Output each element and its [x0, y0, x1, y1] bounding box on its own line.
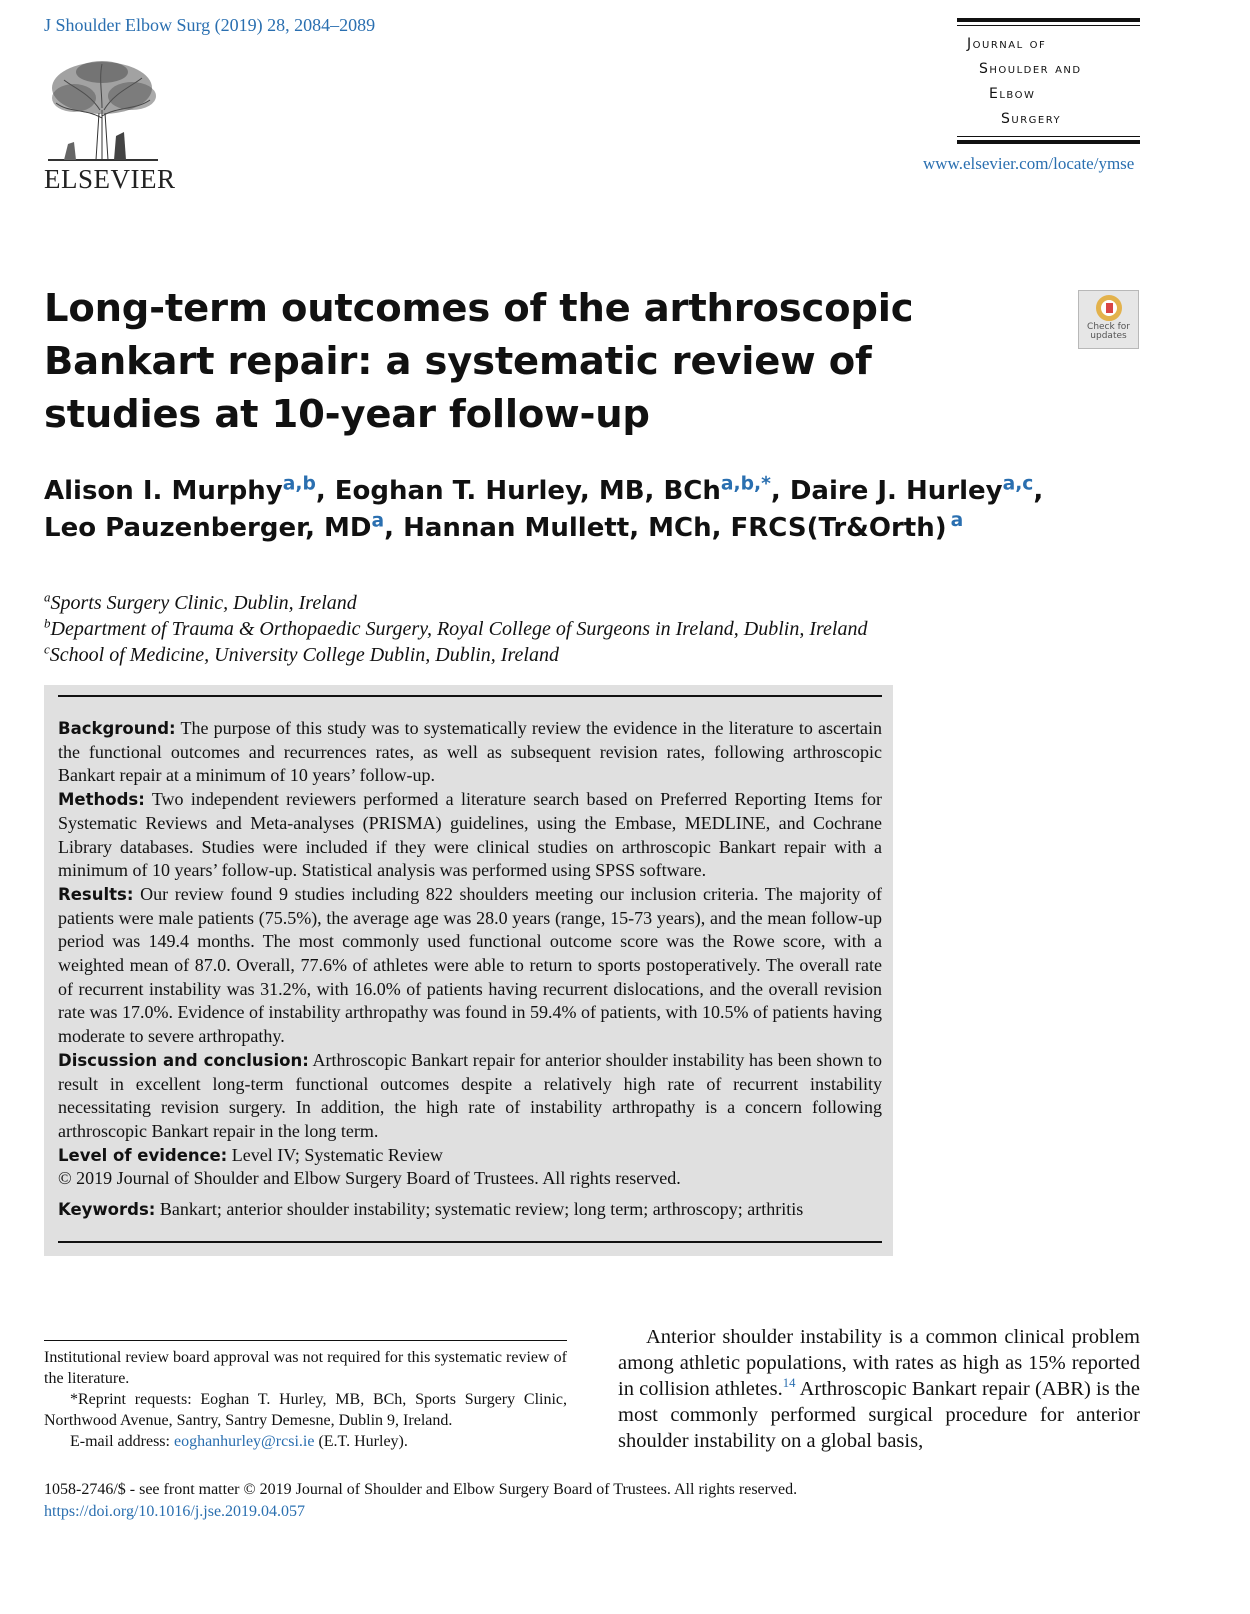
- author-name: Eoghan T. Hurley, MB, BCh: [334, 476, 721, 506]
- affiliation-item: [44, 642, 867, 668]
- section-label: Background:: [58, 719, 176, 738]
- body-text: Arthroscopic Bankart repair (ABR) is the most commonly performed surgical procedure for anterior shoulder instability on a global basis,: [618, 1378, 1140, 1452]
- check-for-updates-badge[interactable]: [1078, 290, 1139, 349]
- keywords-text: Bankart; anterior shoulder instability; systematic review; long term; arthroscopy; arthritis: [159, 1199, 804, 1219]
- email-note: [44, 1431, 567, 1452]
- journal-name-line: Surgery: [1001, 111, 1062, 127]
- abstract-methods: [58, 788, 882, 883]
- abstract-copyright: © 2019 Journal of Shoulder and Elbow Surgery Board of Trustees. All rights reserved.: [58, 1168, 681, 1189]
- keywords: [58, 1199, 882, 1220]
- footnotes: [44, 1347, 567, 1452]
- journal-name-line: Journal of: [967, 36, 1047, 52]
- author-separator: ,: [770, 476, 790, 506]
- footnote-divider: [44, 1340, 567, 1341]
- body-text-column: [618, 1324, 1140, 1454]
- affiliation-key: c: [44, 641, 50, 657]
- email-link[interactable]: eoghanhurley@rcsi.ie: [173, 1433, 315, 1450]
- affiliation-text: Sports Surgery Clinic, Dublin, Ireland: [50, 592, 357, 614]
- author-affiliation-mark[interactable]: a: [371, 510, 385, 532]
- abstract-level: [58, 1144, 882, 1168]
- doi-link[interactable]: https://doi.org/10.1016/j.jse.2019.04.057: [44, 1503, 306, 1520]
- author-affiliation-mark[interactable]: a,b: [282, 473, 316, 495]
- section-text: Level IV; Systematic Review: [231, 1144, 443, 1165]
- author-list: [44, 473, 1044, 547]
- masthead-rule-bottom-thin: [957, 136, 1140, 137]
- abstract-background: [58, 717, 882, 788]
- journal-name-line: Elbow: [989, 86, 1036, 102]
- affiliation-key: b: [44, 615, 51, 631]
- author-separator: ,: [315, 476, 335, 506]
- author-name: Alison I. Murphy: [44, 476, 283, 506]
- affiliation-key: a: [44, 589, 51, 605]
- journal-masthead: [957, 18, 1140, 144]
- abstract-rule-bottom: [58, 1241, 882, 1243]
- affiliation-text: School of Medicine, University College Dublin, Dublin, Ireland: [49, 644, 559, 666]
- author-affiliation-mark[interactable]: a,c: [1002, 473, 1034, 495]
- masthead-rule-top: [957, 18, 1140, 22]
- section-text: Arthroscopic Bankart repair for anterior shoulder instability has been shown to result in excellent long-term functional outcomes despite a relatively high rate of recurrent instability necessitating revision surgery. In addition, the high rate of instability arthropathy is a concern following arthroscopic Bankart repair in the long term.: [58, 1049, 883, 1141]
- keywords-label: Keywords:: [58, 1200, 156, 1219]
- elsevier-tree-icon: [44, 58, 162, 162]
- section-text: Our review found 9 studies including 822 shoulders meeting our inclusion criteria. The majority of patients were male patients (75.5%), the average age was 28.0 years (range, 15-73 years), and the mean follow-up period was 149.4 months. The most commonly used functional outcome score was the Rowe score, with a weighted mean of 87.0. Overall, 77.6% of athletes were able to return to sports postoperatively. The overall rate of recurrent instability was 31.2%, with 16.0% of patients having recurrent dislocations, and the overall revision rate was 17.0%. Evidence of instability arthropathy was found in 59.4% of patients, with 10.5% of patients having moderate to severe arthropathy.: [58, 883, 882, 1047]
- body-text: Anterior shoulder instability is a common clinical problem among athletic populations, with rates as high as 15% reported in collision athletes.: [618, 1326, 1140, 1400]
- section-label: Results:: [58, 884, 134, 904]
- author-affiliation-mark[interactable]: a,b,*: [720, 473, 771, 495]
- email-suffix: (E.T. Hurley).: [318, 1433, 408, 1450]
- bookmark-icon: [1096, 295, 1122, 321]
- section-text: Two independent reviewers performed a literature search based on Preferred Reporting Items for Systematic Reviews and Meta-analyses (PRISMA) guidelines, using the Embase, MEDLINE, and Cochrane Library databases. Studies were included if they were clinical studies on arthroscopic Bankart repair with a minimum of 10 years’ follow-up. Statistical analysis was performed using SPSS software.: [58, 789, 882, 881]
- journal-url-link[interactable]: www.elsevier.com/locate/ymse: [923, 154, 1135, 173]
- body-paragraph: [618, 1324, 1140, 1454]
- affiliation-item: [44, 616, 867, 642]
- section-label: Discussion and conclusion:: [58, 1050, 309, 1070]
- issn-line: 1058-2746/$ - see front matter © 2019 Journal of Shoulder and Elbow Surgery Board of Trustees. All rights reserved.: [44, 1481, 798, 1498]
- author-separator: ,: [384, 513, 404, 543]
- masthead-rule-top-thin: [957, 25, 1140, 26]
- author-affiliation-mark[interactable]: a: [950, 510, 964, 532]
- email-label: E-mail address:: [70, 1433, 170, 1450]
- elsevier-wordmark: ELSEVIER: [44, 164, 176, 194]
- journal-name-line: Shoulder and: [979, 61, 1082, 77]
- section-label: Level of evidence:: [58, 1145, 228, 1165]
- badge-label: Check for updates: [1087, 322, 1130, 341]
- journal-citation: J Shoulder Elbow Surg (2019) 28, 2084–2089: [44, 15, 376, 35]
- irb-note: Institutional review board approval was not required for this systematic review of the literature.: [44, 1349, 567, 1387]
- abstract-body: [58, 717, 882, 1191]
- masthead-rule-bottom: [957, 140, 1140, 144]
- abstract-results: [58, 883, 882, 1049]
- reprint-note: *Reprint requests: Eoghan T. Hurley, MB, BCh, Sports Surgery Clinic, Northwood Avenue, Santry, Santry Demesne, Dublin 9, Ireland.: [44, 1391, 567, 1429]
- affiliation-text: Department of Trauma & Orthopaedic Surgery, Royal College of Surgeons in Ireland, Dublin, Ireland: [50, 618, 868, 640]
- section-label: Methods:: [58, 790, 145, 810]
- author-name: Daire J. Hurley: [789, 476, 1003, 506]
- reference-link[interactable]: 14: [782, 1376, 796, 1391]
- article-title: Long-term outcomes of the arthroscopic Bankart repair: a systematic review of studies at 10-year follow-up: [44, 286, 914, 437]
- author-name: Hannan Mullett, MCh, FRCS(Tr&Orth): [403, 513, 947, 543]
- abstract-discussion: [58, 1049, 882, 1144]
- abstract-box: [44, 685, 893, 1256]
- elsevier-logo: [44, 58, 176, 195]
- section-text: The purpose of this study was to systematically review the evidence in the literature to ascertain the functional outcomes and recurrences rates, as well as subsequent revision rates, following arthroscopic Bankart repair at a minimum of 10 years’ follow-up.: [58, 718, 882, 786]
- author-name: Leo Pauzenberger, MD: [44, 513, 372, 543]
- affiliations: [44, 590, 867, 668]
- abstract-rule-top: [58, 695, 882, 697]
- affiliation-item: [44, 590, 867, 616]
- author-separator: ,: [1033, 476, 1044, 506]
